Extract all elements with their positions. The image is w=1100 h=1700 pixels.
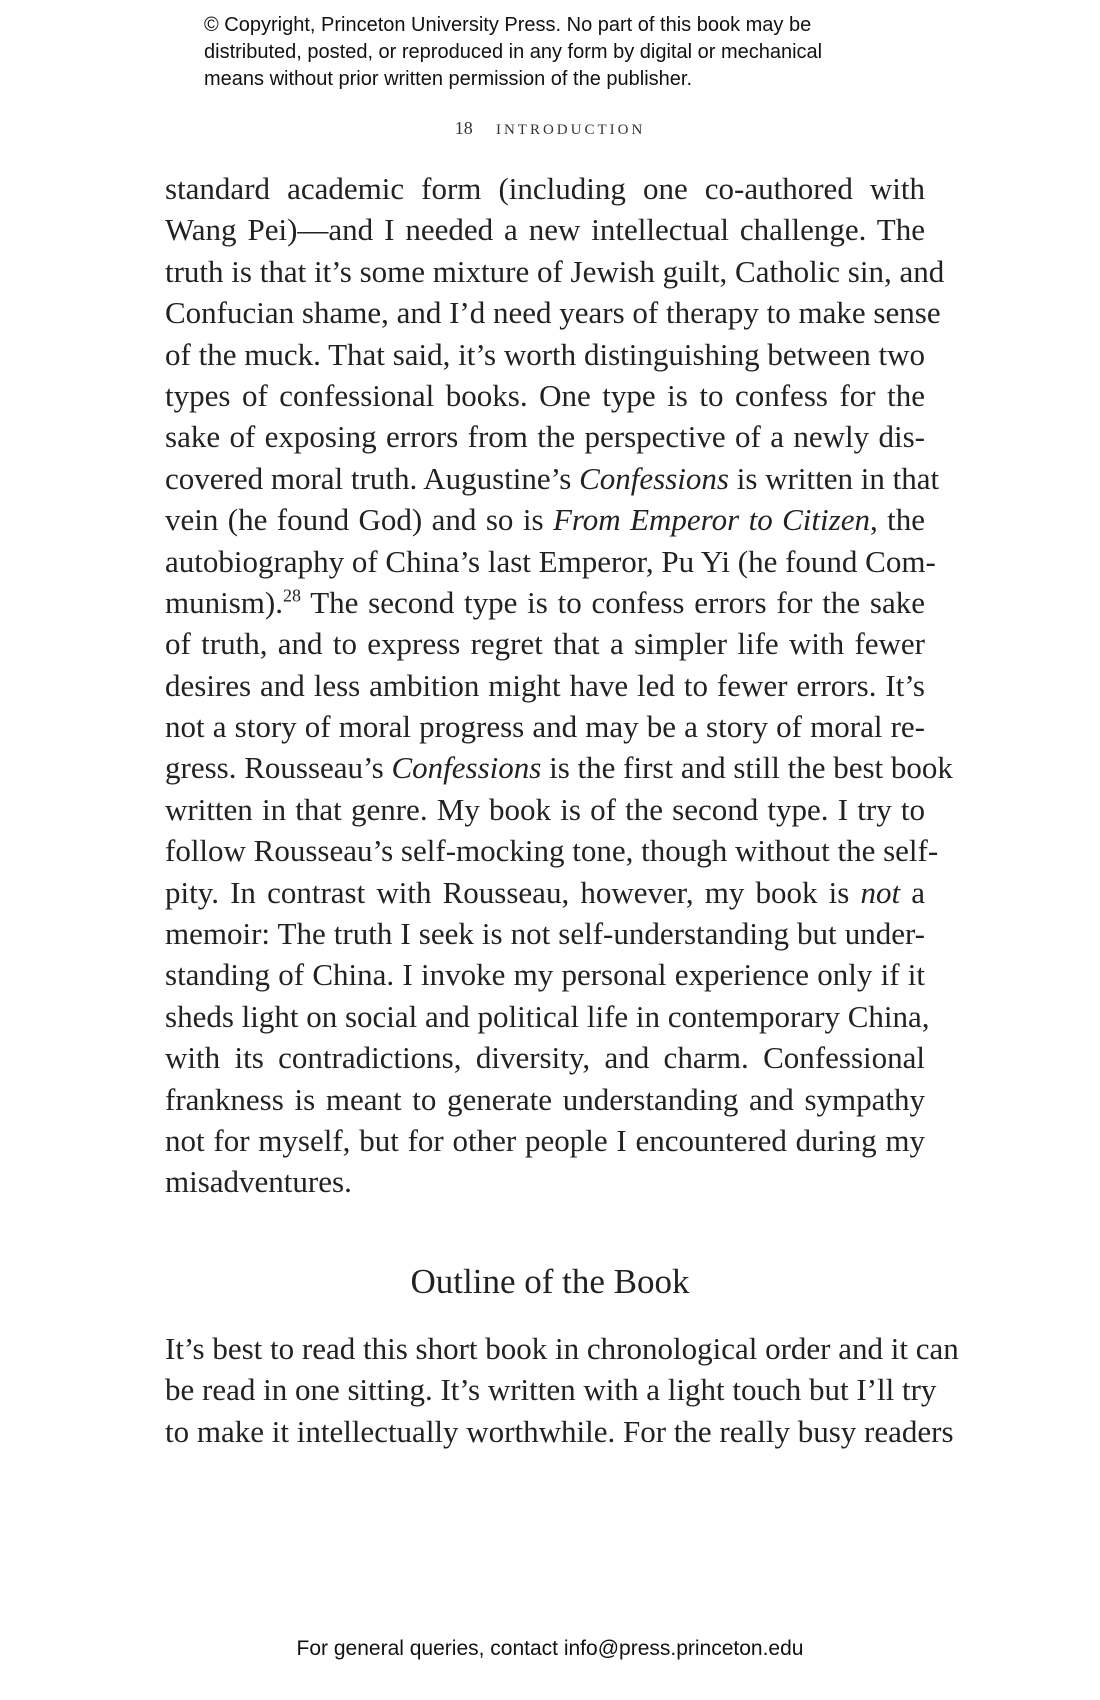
text-run: pity. In contrast with Rousseau, however, my book is (165, 874, 861, 910)
text-line: Confucian shame, and I’d need years of therapy to make sense (165, 295, 941, 331)
text-line: memoir: The truth I seek is not self-understanding but under- (165, 916, 925, 952)
text-line: It’s best to read this short book in chronological order and it can (165, 1331, 959, 1366)
section-heading: Outline of the Book (410, 1262, 690, 1301)
text-line: of truth, and to express regret that a simpler life with fewer (165, 626, 925, 662)
text-line: be read in one sitting. It’s written with a light touch but I’ll try (165, 1372, 937, 1408)
text-line (165, 499, 925, 540)
book-title-italic: From Emperor to Citizen (552, 502, 870, 538)
text-run: The second type is to confess errors for the sake (300, 584, 925, 620)
text-run: vein (he found God) and so is (165, 502, 553, 538)
text-run: munism). (165, 584, 283, 620)
body-paragraph-2 (165, 1328, 959, 1452)
text-run: covered moral truth. Augustine’s (165, 460, 580, 496)
page-number: 18 (454, 118, 473, 138)
text-line: follow Rousseau’s self-mocking tone, though without the self- (165, 833, 939, 869)
text-line: autobiography of China’s last Emperor, Pu Yi (he found Com- (165, 543, 936, 579)
text-line (165, 582, 925, 623)
text-line: types of confessional books. One type is to confess for the (165, 377, 925, 413)
book-title-italic: Confessions (579, 460, 729, 496)
text-line: sake of exposing errors from the perspective of a newly dis- (165, 419, 925, 455)
text-line: to make it intellectually worthwhile. For the really busy readers (165, 1413, 954, 1449)
footer-contact: For general queries, contact info@press.princeton.edu (296, 1637, 804, 1660)
copyright-line: distributed, posted, or reproduced in any form by digital or mechanical (204, 41, 823, 63)
body-paragraph-1 (165, 168, 953, 1203)
text-line: written in that genre. My book is of the second type. I try to (165, 791, 925, 827)
emphasis-italic: not (860, 874, 901, 910)
text-run: is written in that (728, 460, 940, 496)
running-head (0, 114, 1100, 140)
text-run: is the first and still the best book (541, 750, 953, 786)
footnote-reference[interactable]: 28 (282, 585, 301, 606)
text-line: truth is that it’s some mixture of Jewish guilt, Catholic sin, and (165, 253, 945, 289)
text-run: a (900, 874, 925, 910)
text-line (165, 872, 925, 913)
text-line: frankness is meant to generate understanding and sympathy (165, 1081, 925, 1117)
text-line: not for myself, but for other people I encountered during my (165, 1122, 925, 1158)
text-line: standing of China. I invoke my personal experience only if it (165, 957, 925, 993)
text-line: with its contradictions, diversity, and charm. Confessional (165, 1040, 925, 1076)
book-title-italic: Confessions (391, 750, 542, 786)
text-line: misadventures. (165, 1164, 352, 1200)
text-run: gress. Rousseau’s (165, 750, 392, 786)
text-line: Wang Pei)—and I needed a new intellectual challenge. The (165, 212, 925, 248)
text-line: of the muck. That said, it’s worth distinguishing between two (165, 336, 925, 372)
text-line: desires and less ambition might have led to fewer errors. It’s (165, 667, 925, 703)
text-run: , the (869, 502, 925, 538)
copyright-notice (204, 12, 924, 93)
chapter-title: introduction (495, 114, 646, 139)
text-line (165, 458, 940, 499)
text-line (165, 747, 953, 788)
text-line: sheds light on social and political life in contemporary China, (165, 998, 930, 1034)
text-line: standard academic form (including one co-authored with (165, 171, 925, 206)
copyright-line: means without prior written permission of the publisher. (204, 68, 693, 90)
text-line: not a story of moral progress and may be a story of moral re- (165, 709, 925, 745)
copyright-line: © Copyright, Princeton University Press. No part of this book may be (204, 14, 812, 36)
